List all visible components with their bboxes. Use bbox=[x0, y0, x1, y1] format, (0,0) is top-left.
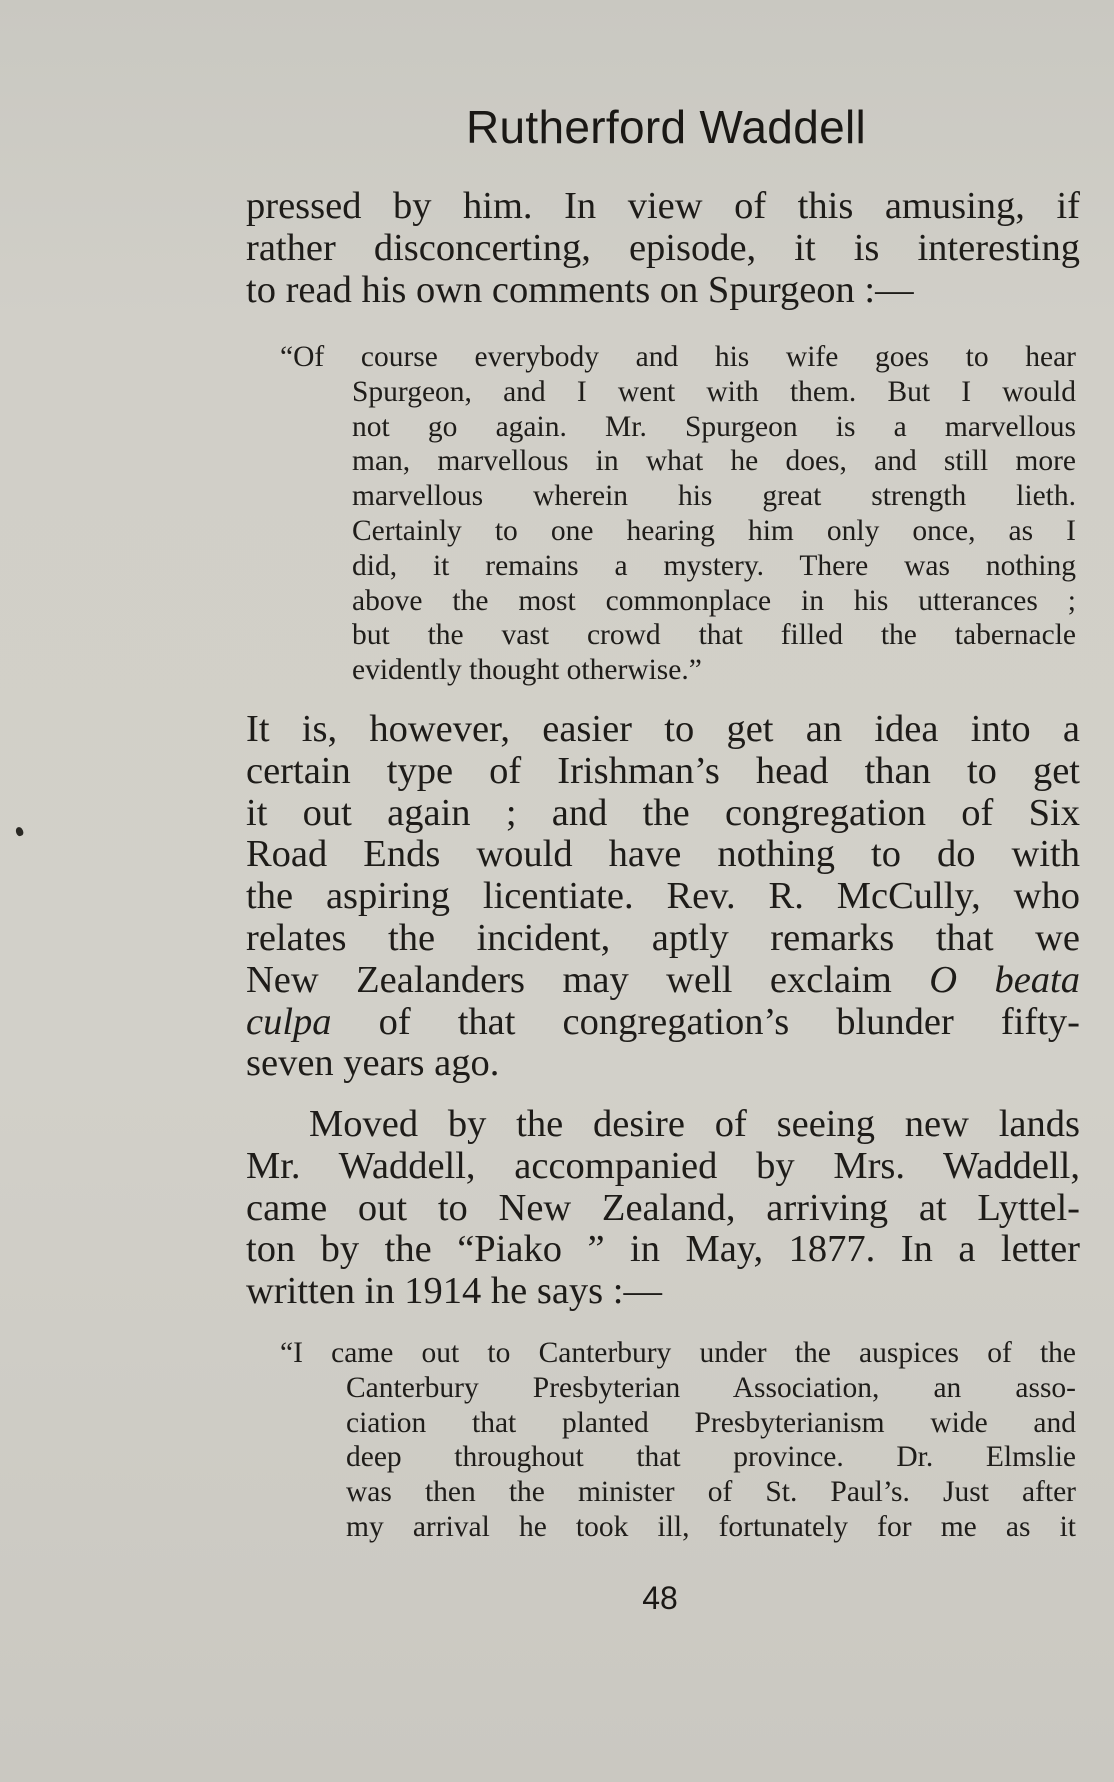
quote-line: Spurgeon, and I went with them. But I would bbox=[352, 375, 1076, 408]
text-line: pressed by him. In view of this amusing, if bbox=[246, 185, 1080, 227]
text-line: Mr. Waddell, accompanied by Mrs. Waddell, bbox=[246, 1144, 1080, 1187]
quote-line: above the most commonplace in his utterances ; bbox=[352, 584, 1076, 617]
margin-ink-mark bbox=[15, 826, 25, 837]
quote-line: deep throughout that province. Dr. Elmslie bbox=[346, 1441, 1076, 1474]
paragraph-1 bbox=[246, 186, 1080, 311]
text-line: it out again ; and the congregation of Six bbox=[246, 791, 1080, 834]
text-line: the aspiring licentiate. Rev. R. McCully, who bbox=[246, 875, 1080, 918]
page-number: 48 bbox=[642, 1580, 678, 1616]
quote-line: my arrival he took ill, fortunately for me as it bbox=[346, 1510, 1076, 1543]
quote-line: but the vast crowd that filled the tabernacle bbox=[352, 619, 1076, 652]
quote-line: not go again. Mr. Spurgeon is a marvellous bbox=[352, 410, 1076, 443]
quote-line: “Of course everybody and his wife goes to hear bbox=[280, 341, 1076, 373]
paragraph-2 bbox=[246, 709, 1080, 1085]
quote-line: marvellous wherein his great strength lieth. bbox=[352, 480, 1076, 513]
quote-line: was then the minister of St. Paul’s. Just after bbox=[346, 1476, 1076, 1509]
block-quote-letter bbox=[280, 1336, 1076, 1545]
text-line: to read his own comments on Spurgeon :— bbox=[246, 268, 914, 311]
text-line: written in 1914 he says :— bbox=[246, 1270, 662, 1313]
quote-line: evidently thought otherwise.” bbox=[352, 654, 702, 687]
text-line: seven years ago. bbox=[246, 1042, 500, 1085]
text-run: New Zealanders may well exclaim bbox=[246, 958, 930, 1001]
quote-line: Certainly to one hearing him only once, as I bbox=[352, 514, 1076, 547]
quote-line: Canterbury Presbyterian Association, an asso- bbox=[346, 1371, 1076, 1404]
quote-line: man, marvellous in what he does, and still more bbox=[352, 445, 1076, 478]
latin-phrase: culpa bbox=[246, 1000, 332, 1043]
latin-phrase: O beata bbox=[929, 958, 1080, 1001]
block-quote-spurgeon bbox=[280, 340, 1076, 688]
text-line: ton by the “Piako ” in May, 1877. In a letter bbox=[246, 1228, 1080, 1271]
text-line: rather disconcerting, episode, it is interesting bbox=[246, 226, 1080, 269]
paragraph-3 bbox=[246, 1104, 1080, 1313]
text-line bbox=[246, 960, 1080, 1002]
text-line: It is, however, easier to get an idea into a bbox=[246, 708, 1080, 750]
quote-line: did, it remains a mystery. There was nothing bbox=[352, 549, 1076, 582]
text-line: Road Ends would have nothing to do with bbox=[246, 833, 1080, 876]
text-line: relates the incident, aptly remarks that we bbox=[246, 916, 1080, 959]
quote-line: ciation that planted Presbyterianism wide and bbox=[346, 1406, 1076, 1439]
running-head: Rutherford Waddell bbox=[466, 101, 866, 153]
text-run: of that congregation’s blunder fifty- bbox=[331, 1000, 1080, 1043]
text-line: Moved by the desire of seeing new lands bbox=[309, 1103, 1080, 1145]
text-line bbox=[246, 1002, 1080, 1044]
text-line: certain type of Irishman’s head than to get bbox=[246, 749, 1080, 792]
text-line: came out to New Zealand, arriving at Lyttel- bbox=[246, 1186, 1080, 1229]
quote-line: “I came out to Canterbury under the auspices of the bbox=[280, 1337, 1076, 1369]
